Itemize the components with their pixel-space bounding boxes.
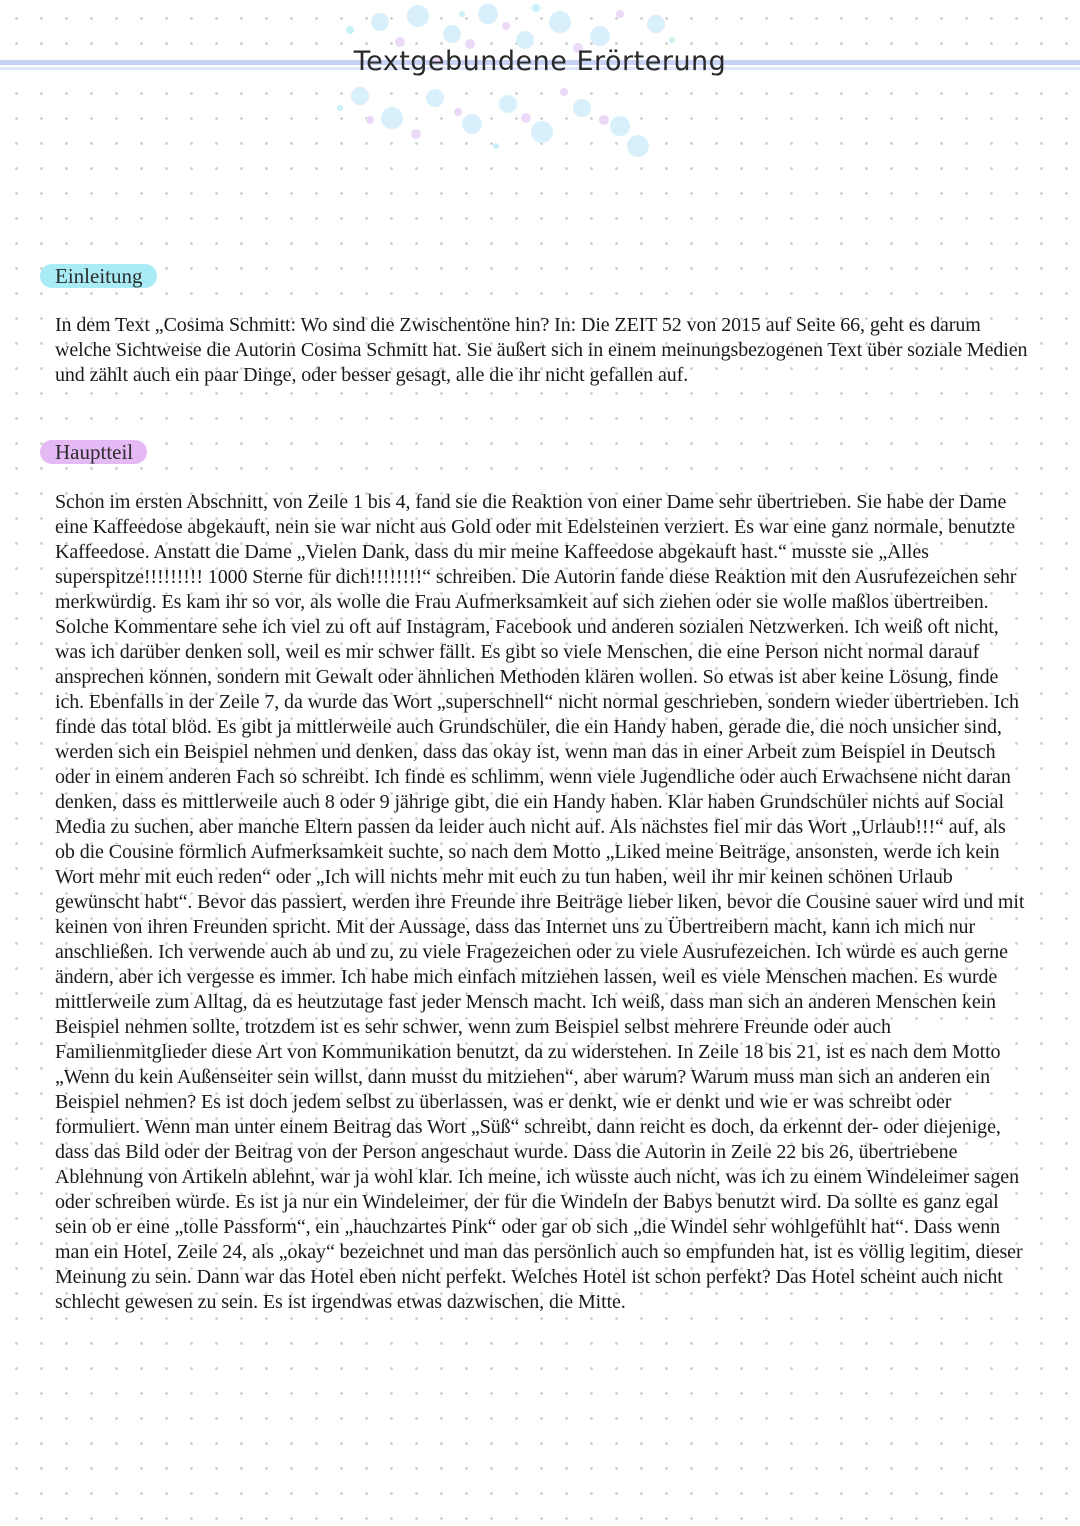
section-heading-main: Hauptteil [40, 440, 147, 464]
main-paragraph: Schon im ersten Abschnitt, von Zeile 1 bis 4, fand sie die Reaktion von einer Dame sehr übertrieben. Sie habe der Dame eine Kaffeedose abgekauft, nein sie war nicht aus Gold oder mit Edelsteinen verziert. Es war eine ganz normale, benutzte Kaffeedose. Anstatt die Dame „Vielen Dank, dass du mir meine Kaffeedose abgekauft hast.“ musste sie „Alles superspitze!!!!!!!!! 1000 Sterne für dich!!!!!!!!“ schreiben. Die Autorin fande diese Reaktion mit den Ausrufezeichen sehr merkwürdig. Es kam ihr so vor, als wolle die Frau Aufmerksamkeit auf sich ziehen oder sie wolle maßlos übertreiben. Solche Kommentare sehe ich viel zu oft auf Instagram, Facebook und anderen sozialen Netzwerken. Ich weiß oft nicht, was ich darüber denken soll, weil es mir schwer fällt. Es gibt so viele Menschen, die eine Person nicht normal darauf ansprechen können, sondern mit Gewalt oder ähnlichen Methoden klären wollen. So etwas ist aber keine Lösung, finde ich. Ebenfalls in der Zeile 7, da wurde das Wort „superschnell“ nicht normal geschrieben, sondern wieder übertrieben. Ich finde das total blöd. Es gibt ja mittlerweile auch Grundschüler, die ein Handy haben, gerade die, die noch unsicher sind, werden sich ein Beispiel nehmen und denken, dass das okay ist, wenn man das in einer Arbeit zum Beispiel in Deutsch oder in einem anderen Fach so schreibt. Ich finde es schlimm, wenn viele Jugendliche oder auch Erwachsene nicht daran denken, dass es mittlerweile auch 8 oder 9 jährige gibt, die ein Handy haben. Klar haben Grundschüler nichts auf Social Media zu suchen, aber manche Eltern passen da leider auch nicht auf. Als nächstes fiel mir das Wort „Urlaub!!!“ auf, als ob die Cousine förmlich Aufmerksamkeit suchte, so nach dem Motto „Liked meine Beiträge, ansonsten, werde ich kein Wort mehr mit euch reden“ oder „Ich will nichts mehr mit euch zu tun haben, weil ihr mir keinen schönen Urlaub gewünscht habt“. Bevor das passiert, werden ihre Freunde ihre Beiträge lieber liken, bevor die Cousine sauer wird und mit keinen von ihren Freunden spricht. Mit der Aussage, dass das Internet uns zu Übertreibern macht, kann ich mich nur anschließen. Ich verwende auch ab und zu, zu viele Fragezeichen oder zu viele Ausrufezeichen. Ich würde es auch gerne ändern, aber ich vergesse es immer. Ich habe mich einfach mitziehen lassen, weil es viele Menschen machen. Es wurde mittlerweile zum Alltag, da es heutzutage fast jeder Mensch macht. Ich weiß, dass man sich an anderen Menschen kein Beispiel nehmen sollte, trotzdem ist es sehr schwer, wenn zum Beispiel selbst mehrere Freunde oder auch Familienmitglieder diese Art von Kommunikation benutzt, da zu widerstehen. In Zeile 18 bis 21, ist es nach dem Motto „Wenn du kein Außenseiter sein willst, dann musst du mitziehen“, aber warum? Warum muss man sich an anderen ein Beispiel nehmen? Es ist doch jedem selbst zu überlassen, was er denkt, wie er denkt und wie er was schreibt oder formuliert. Wenn man unter einem Beitrag das Wort „Süß“ schreibt, dann reicht es doch, da erkennt der- oder diejenige, dass das Bild oder der Beitrag von der Person angeschaut wurde. Dass die Autorin in Zeile 22 bis 26, übertriebene Ablehnung von Artikeln ablehnt, war ja wohl klar. Ich meine, ich wüsste auch nicht, was ich zu einem Windeleimer sagen oder schreiben würde. Es ist ja nur ein Windeleimer, der für die Windeln der Babys benutzt wird. Da sollte es ganz egal sein ob er eine „tolle Passform“, ein „hauchzartes Pink“ oder gar ob sich „die Windel sehr wohlgefühlt hat“. Dass wenn man ein Hotel, Zeile 24, als „okay“ bezeichnet und man das persönlich auch so empfunden hat, ist es völlig legitim, dieser Meinung zu sein. Dann war das Hotel eben nicht perfekt. Welches Hotel ist schon perfekt? Das Hotel scheint auch nicht schlecht gewesen zu sein. Es ist irgendwas etwas dazwischen, die Mitte. [55, 491, 1025, 1313]
section-heading-intro: Einleitung [40, 264, 157, 288]
intro-paragraph: In dem Text „Cosima Schmitt: Wo sind die Zwischentöne hin? In: Die ZEIT 52 von 2015 auf Seite 66, geht es darum welche Sichtweise die Autorin Cosima Schmitt hat. Sie äußert sich in einem meinungsbezogenen Text über soziale Medien und zählt auch ein paar Dinge, oder besser gesagt, alle die ihr nicht gefallen auf. [55, 314, 1028, 386]
document-title: Textgebundene Erörterung [353, 46, 727, 77]
confetti-decoration [320, 0, 700, 160]
